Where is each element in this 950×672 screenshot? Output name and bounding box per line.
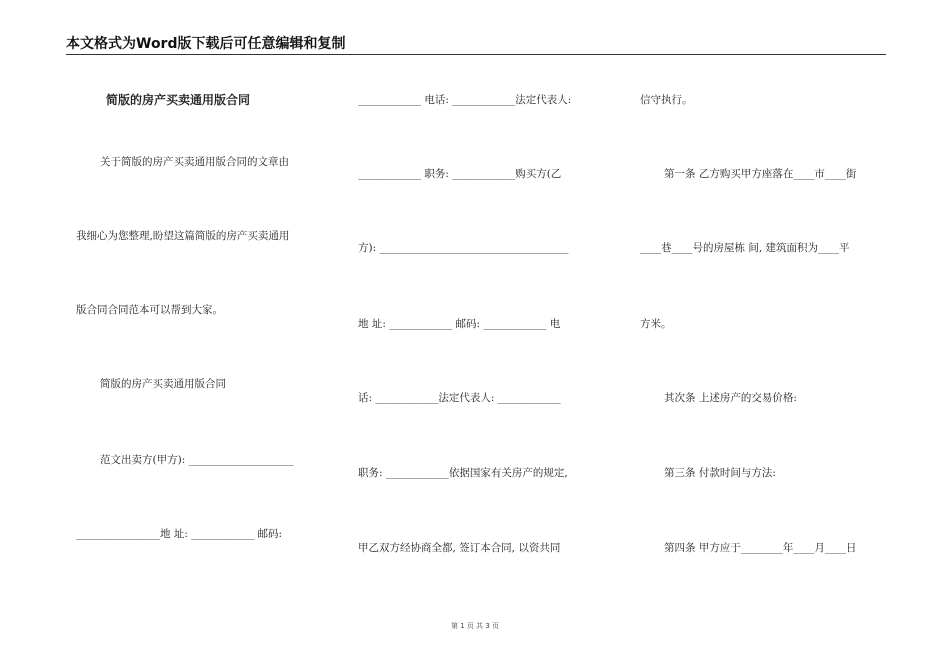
text-line: 地 址: ____________ 邮码: ____________ 电	[358, 318, 561, 330]
text-line: ____巷____号的房屋栋 间, 建筑面积为____平	[640, 242, 850, 254]
text-line: 范文出卖方(甲方): ____________________	[100, 454, 294, 466]
text-line: 甲乙双方经协商全都, 签订本合同, 以资共同	[358, 542, 561, 554]
text-line: 其次条 上述房产的交易价格:	[664, 392, 797, 404]
page-number: 第 1 页 共 3 页	[450, 622, 500, 630]
text-line: ________________地 址: ____________ 邮码:	[76, 528, 283, 540]
text-line: 话: ____________法定代表人: ____________	[358, 392, 561, 404]
text-line: ____________ 电话: ____________法定代表人:	[358, 94, 572, 106]
text-line: 我细心为您整理,盼望这篇简版的房产买卖通用	[76, 230, 290, 242]
text-line: 简版的房产买卖通用版合同	[100, 378, 226, 390]
text-line: 第四条 甲方应于________年____月____日	[664, 542, 857, 554]
text-line: 方): ____________________________________	[358, 242, 569, 254]
text-line: 关于简版的房产买卖通用版合同的文章由	[100, 156, 289, 168]
document-header	[66, 30, 886, 55]
text-line: 职务: ____________依据国家有关房产的规定,	[358, 467, 568, 479]
document-title: 简版的房产买卖通用版合同	[106, 93, 251, 107]
text-line: 第三条 付款时间与方法:	[664, 467, 776, 479]
text-line: ____________ 职务: ____________购买方(乙	[358, 168, 562, 180]
header-title: 本文格式为Word版下载后可任意编辑和复制	[66, 36, 346, 52]
text-line: 第一条 乙方购买甲方座落在____市____街	[664, 168, 857, 180]
text-line: 信守执行。	[640, 94, 693, 106]
text-line: 版合同合同范本可以帮到大家。	[76, 304, 223, 316]
text-line: 方米。	[640, 318, 672, 330]
